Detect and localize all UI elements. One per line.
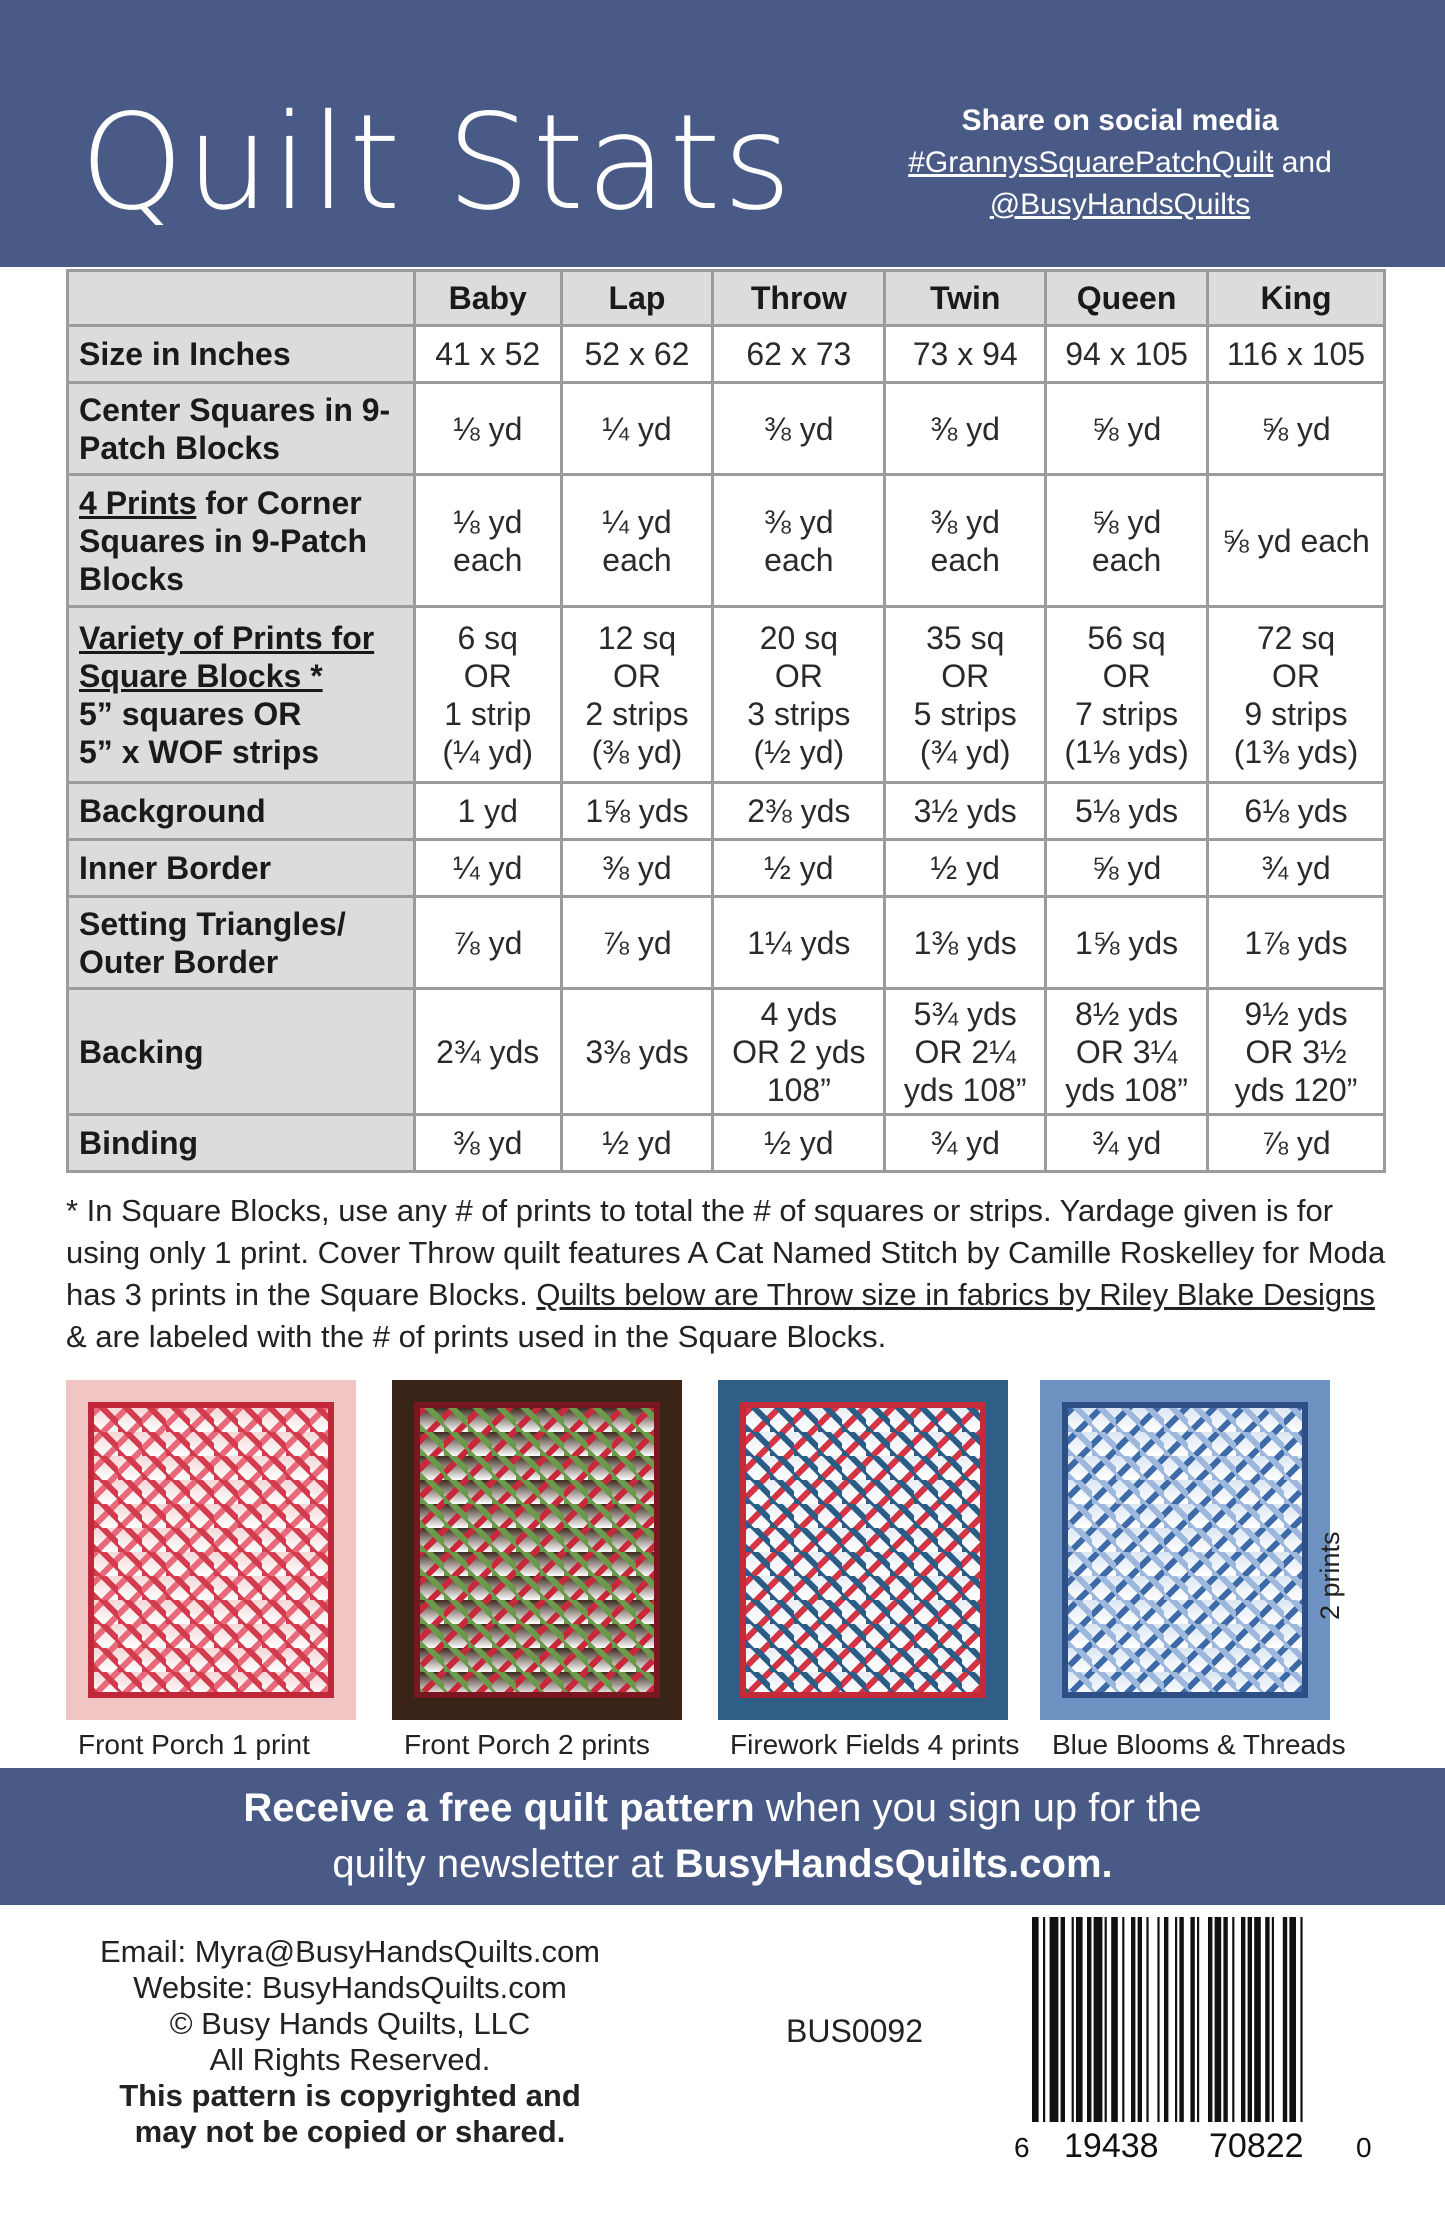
table-row-inner-border	[68, 840, 1385, 897]
barcode-bar	[1179, 1917, 1183, 2122]
cell-throw: 62 x 73	[713, 326, 885, 383]
barcode-digit-2: 70822	[1209, 2127, 1304, 2165]
row-label-line: Square Blocks *	[79, 657, 323, 694]
table-row-setting-triangles	[68, 897, 1385, 989]
barcode-bar	[1032, 1917, 1039, 2122]
cell-twin: 3½ yds	[885, 783, 1046, 840]
quilt-stats-table	[66, 269, 1386, 1173]
footnote-text-2: & are labeled with the # of prints used in the Square Blocks.	[66, 1319, 887, 1354]
table-row-background	[68, 783, 1385, 840]
col-baby: Baby	[414, 271, 561, 326]
contact-warning-2: may not be copied or shared.	[134, 2114, 566, 2149]
cell-throw: ⅜ yd each	[713, 475, 885, 607]
col-twin: Twin	[885, 271, 1046, 326]
cell-king: 72 sq OR 9 strips (1⅜ yds)	[1208, 607, 1385, 783]
barcode-bar	[1050, 1917, 1059, 2122]
cell-lap: ¼ yd each	[561, 475, 713, 607]
banner-website-link[interactable]: BusyHandsQuilts.com.	[674, 1842, 1113, 1886]
cell-queen: 94 x 105	[1046, 326, 1208, 383]
row-label-line: 5” squares OR	[79, 695, 302, 732]
barcode-bar	[1254, 1917, 1261, 2122]
quilt-center	[414, 1402, 660, 1698]
quilt-center	[1062, 1402, 1308, 1698]
side-label: 2 prints	[1315, 1531, 1345, 1620]
barcode-bar	[1232, 1917, 1234, 2122]
banner-text-2: quilty newsletter at	[332, 1842, 675, 1886]
barcode	[1004, 1917, 1404, 2167]
barcode-bar	[1157, 1917, 1159, 2122]
row-label	[68, 840, 415, 897]
cell-baby: ⅛ yd	[414, 383, 561, 475]
cell-queen: 5⅛ yds	[1046, 783, 1208, 840]
and-word: and	[1273, 146, 1332, 179]
cell-lap: ⅜ yd	[561, 840, 713, 897]
barcode-bar	[1146, 1917, 1148, 2122]
quilt-caption: Front Porch 1 print	[78, 1729, 310, 1760]
row-label	[68, 475, 415, 607]
cell-queen: 8½ yds OR 3¼ yds 108”	[1046, 989, 1208, 1115]
row-label-line: Patch Blocks	[79, 429, 280, 466]
cell-lap: ½ yd	[561, 1115, 713, 1172]
barcode-bar	[1061, 1917, 1065, 2122]
cell-king: 6⅛ yds	[1208, 783, 1385, 840]
banner-text-1: when you sign up for the	[754, 1786, 1202, 1830]
barcode-bar	[1289, 1917, 1296, 2122]
contact-warning-1: This pattern is copyrighted and	[119, 2078, 581, 2113]
row-label-line: for Corner	[196, 484, 362, 521]
row-label-line: Setting Triangles/	[79, 905, 346, 942]
cell-king: ⅝ yd each	[1208, 475, 1385, 607]
barcode-bar	[1094, 1917, 1103, 2122]
cell-lap: ¼ yd	[561, 383, 713, 475]
barcode-bar	[1131, 1917, 1135, 2122]
col-queen: Queen	[1046, 271, 1208, 326]
row-label-line: Size in Inches	[79, 336, 291, 372]
col-lap: Lap	[561, 271, 713, 326]
barcode-bar	[1215, 1917, 1222, 2122]
cell-baby: ⅞ yd	[414, 897, 561, 989]
row-label-line: Backing	[79, 1033, 204, 1070]
cell-queen: ⅝ yd each	[1046, 475, 1208, 607]
row-label-line: Squares in 9-Patch	[79, 522, 368, 559]
barcode-bar	[1208, 1917, 1212, 2122]
quilt-caption: Front Porch 2 prints	[404, 1729, 650, 1760]
quilt-image	[1040, 1380, 1330, 1720]
cell-baby: 1 yd	[414, 783, 561, 840]
cell-throw: 2⅜ yds	[713, 783, 885, 840]
barcode-bar	[1111, 1917, 1118, 2122]
footnote-underlined: Quilts below are Throw size in fabrics by Riley Blake Designs	[536, 1277, 1375, 1312]
table-row-binding	[68, 1115, 1385, 1172]
barcode-bar	[1190, 1917, 1194, 2122]
table-row-center-squares	[68, 383, 1385, 475]
row-label-line: Background	[79, 793, 266, 829]
cell-king: 116 x 105	[1208, 326, 1385, 383]
barcode-bar	[1241, 1917, 1245, 2122]
cell-throw: 1¼ yds	[713, 897, 885, 989]
quilt-image	[392, 1380, 682, 1720]
barcode-bar	[1072, 1917, 1074, 2122]
row-label	[68, 897, 415, 989]
cell-king: ⅝ yd	[1208, 383, 1385, 475]
barcode-bar	[1248, 1917, 1252, 2122]
row-label-line: Binding	[79, 1125, 199, 1161]
cell-throw: ½ yd	[713, 840, 885, 897]
cell-lap: 12 sq OR 2 strips (⅜ yd)	[561, 607, 713, 783]
cell-twin: ¾ yd	[885, 1115, 1046, 1172]
cell-twin: ½ yd	[885, 840, 1046, 897]
quilt-center	[740, 1402, 986, 1698]
cell-lap: 3⅜ yds	[561, 989, 713, 1115]
barcode-bar	[1087, 1917, 1091, 2122]
cell-queen: ⅝ yd	[1046, 840, 1208, 897]
barcode-bar	[1197, 1917, 1199, 2122]
row-label	[68, 326, 415, 383]
cell-twin: ⅜ yd	[885, 383, 1046, 475]
contact-rights: All Rights Reserved.	[209, 2042, 491, 2077]
barcode-bar	[1043, 1917, 1045, 2122]
cell-baby: ¼ yd	[414, 840, 561, 897]
cell-baby: ⅜ yd	[414, 1115, 561, 1172]
barcode-bar	[1122, 1917, 1124, 2122]
table-row-corner-prints	[68, 475, 1385, 607]
contact-copyright: © Busy Hands Quilts, LLC	[169, 2006, 531, 2041]
cell-baby: 6 sq OR 1 strip (¼ yd)	[414, 607, 561, 783]
cell-throw: 20 sq OR 3 strips (½ yd)	[713, 607, 885, 783]
cell-queen: ⅝ yd	[1046, 383, 1208, 475]
newsletter-banner	[0, 1768, 1445, 1905]
cell-king: 1⅞ yds	[1208, 897, 1385, 989]
cell-twin: 35 sq OR 5 strips (¾ yd)	[885, 607, 1046, 783]
cell-lap: ⅞ yd	[561, 897, 713, 989]
barcode-bar	[1272, 1917, 1274, 2122]
footnote-text-1: * In Square Blocks, use any # of prints to total the # of squares or strips. Yardage given is for using only 1 print. Cover Throw quilt features A Cat Named Stitch by Camille Roskelley for Moda has 3 prints in the Square Blocks.	[66, 1193, 1386, 1312]
cell-baby: 41 x 52	[414, 326, 561, 383]
table-row-variety-prints	[68, 607, 1385, 783]
cell-twin: ⅜ yd each	[885, 475, 1046, 607]
row-label	[68, 383, 415, 475]
row-label-line: Blocks	[79, 560, 184, 597]
banner-bold-1: Receive a free quilt pattern	[243, 1786, 755, 1830]
table-row-size	[68, 326, 1385, 383]
row-label-line: Center Squares in 9-	[79, 391, 391, 428]
row-label	[68, 989, 415, 1115]
barcode-digit-0: 6	[1014, 2132, 1030, 2163]
page-title: Quilt Stats	[80, 86, 794, 240]
cell-lap: 1⅝ yds	[561, 783, 713, 840]
row-label-line: Outer Border	[79, 943, 279, 980]
cell-lap: 52 x 62	[561, 326, 713, 383]
row-label	[68, 783, 415, 840]
row-label	[68, 1115, 415, 1172]
contact-block	[80, 1934, 620, 2150]
cell-queen: ¾ yd	[1046, 1115, 1208, 1172]
cell-queen: 56 sq OR 7 strips (1⅛ yds)	[1046, 607, 1208, 783]
row-label-line: Inner Border	[79, 850, 272, 886]
handle-link[interactable]: @BusyHandsQuilts	[989, 188, 1251, 221]
cell-queen: 1⅝ yds	[1046, 897, 1208, 989]
cell-baby: ⅛ yd each	[414, 475, 561, 607]
header-blank	[68, 271, 415, 326]
table-header-row	[68, 271, 1385, 326]
quilt-image	[66, 1380, 356, 1720]
cell-throw: ½ yd	[713, 1115, 885, 1172]
table-row-backing	[68, 989, 1385, 1115]
contact-email[interactable]: Email: Myra@BusyHandsQuilts.com	[99, 1934, 601, 1969]
row-label-line: Variety of Prints for	[79, 619, 375, 656]
quilt-center	[88, 1402, 334, 1698]
cell-twin: 5¾ yds OR 2¼ yds 108”	[885, 989, 1046, 1115]
cell-throw: 4 yds OR 2 yds 108”	[713, 989, 885, 1115]
barcode-bar	[1105, 1917, 1107, 2122]
barcode-bar	[1138, 1917, 1142, 2122]
barcode-bar	[1265, 1917, 1269, 2122]
cell-twin: 73 x 94	[885, 326, 1046, 383]
footnote	[66, 1190, 1396, 1358]
cell-king: ¾ yd	[1208, 840, 1385, 897]
barcode-digit-1: 19438	[1064, 2127, 1159, 2165]
barcode-digit-3: 0	[1356, 2132, 1372, 2163]
cell-baby: 2¾ yds	[414, 989, 561, 1115]
cell-king: ⅞ yd	[1208, 1115, 1385, 1172]
quilt-image	[718, 1380, 1008, 1720]
social-share	[850, 100, 1390, 226]
barcode-bar	[1283, 1917, 1287, 2122]
barcode-bar	[1175, 1917, 1177, 2122]
barcode-bar	[1164, 1917, 1168, 2122]
row-label-line: 5” x WOF strips	[79, 733, 320, 770]
barcode-bar	[1300, 1917, 1302, 2122]
barcode-bar	[1223, 1917, 1227, 2122]
sku-code: BUS0092	[786, 2013, 923, 2049]
quilt-caption: Blue Blooms & Threads	[1052, 1729, 1346, 1760]
hashtag-link[interactable]: #GrannysSquarePatchQuilt	[908, 146, 1274, 179]
row-label-line: 4 Prints	[79, 484, 197, 521]
cell-throw: ⅜ yd	[713, 383, 885, 475]
col-throw: Throw	[713, 271, 885, 326]
col-king: King	[1208, 271, 1385, 326]
row-label	[68, 607, 415, 783]
cell-twin: 1⅜ yds	[885, 897, 1046, 989]
cell-king: 9½ yds OR 3½ yds 120”	[1208, 989, 1385, 1115]
share-line: Share on social media	[961, 104, 1279, 137]
header-bar	[0, 0, 1445, 267]
quilt-caption: Firework Fields 4 prints	[730, 1729, 1020, 1760]
barcode-bar	[1076, 1917, 1083, 2122]
contact-website[interactable]: Website: BusyHandsQuilts.com	[133, 1970, 567, 2005]
